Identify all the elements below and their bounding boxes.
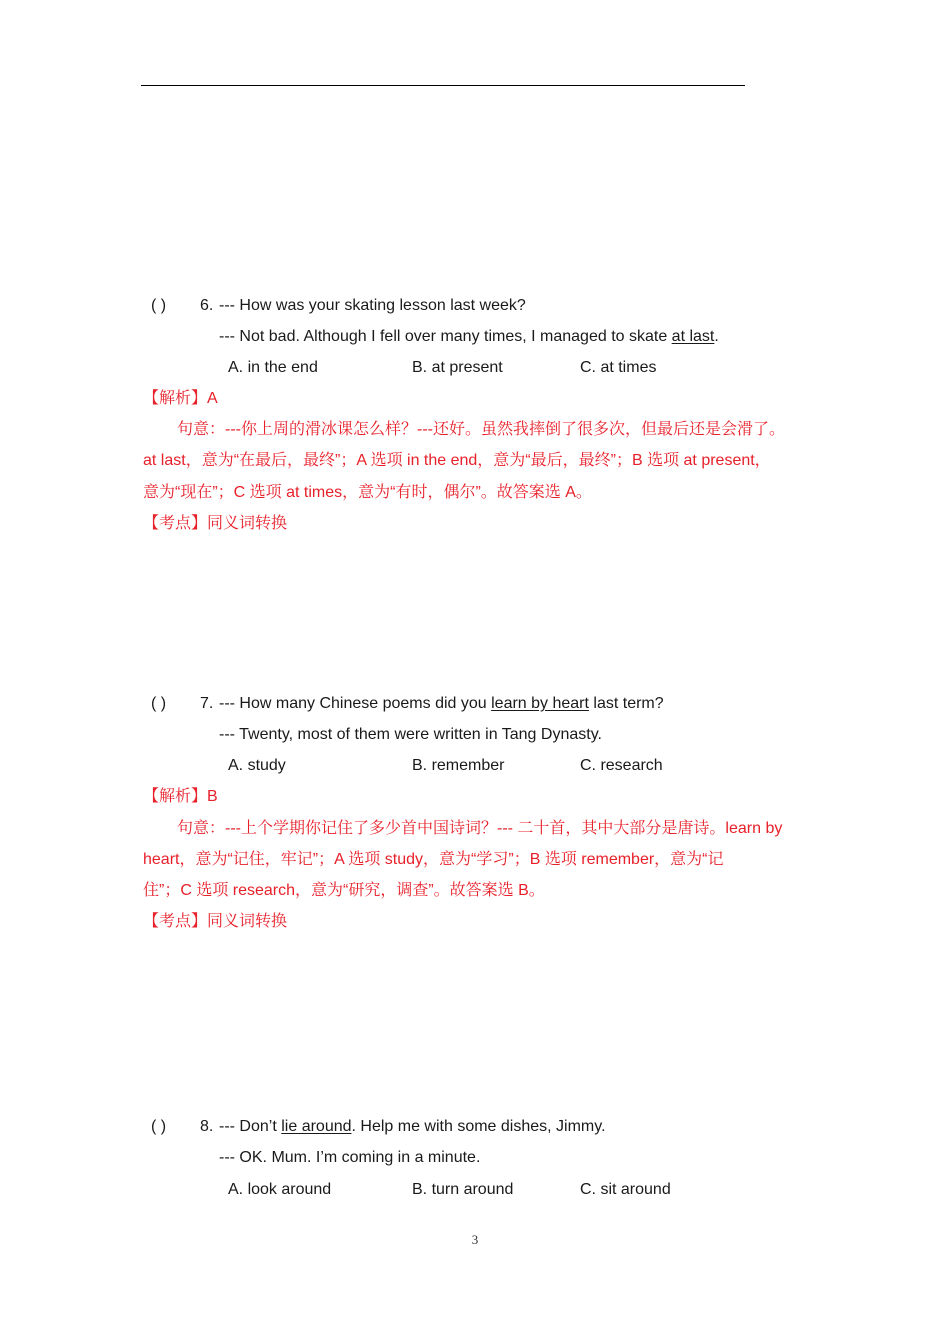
- q7-analysis-label: 【解析】B: [143, 788, 218, 805]
- q7-analysis-line-1: 句意：---上个学期你记住了多少首中国诗词？--- 二十首，其中大部分是唐诗。learn by: [177, 820, 783, 837]
- q6-point: 【考点】同义词转换: [143, 515, 288, 532]
- q6-answer-text: --- Not bad. Although I fell over many times, I managed to skate: [219, 328, 672, 345]
- q6-analysis-line-2: at last，意为“在最后，最终”；A 选项 in the end，意为“最后，最终”；B 选项 at present，: [143, 452, 771, 469]
- q7-question-text: --- How many Chinese poems did you: [219, 695, 492, 712]
- q6-answer-line: [219, 327, 719, 347]
- q6-option-a: A. in the end: [228, 359, 318, 376]
- q8-answer-text: --- OK. Mum. I’m coming in a minute.: [219, 1149, 481, 1166]
- q7-paren: ( ): [151, 695, 167, 712]
- q7-question-line: [219, 694, 664, 714]
- q7-number: 7.: [200, 695, 214, 712]
- q7-question-end: last term?: [588, 695, 664, 712]
- page-number: 3: [471, 1232, 479, 1247]
- q8-question-end: . Help me with some dishes, Jimmy.: [351, 1118, 606, 1135]
- q7-analysis-line-2: heart，意为“记住，牢记”；A 选项 study，意为“学习”；B 选项 remember，意为“记: [143, 851, 724, 868]
- header-rule: [141, 85, 745, 86]
- q8-option-c: C. sit around: [580, 1181, 671, 1198]
- q8-number: 8.: [200, 1118, 214, 1135]
- q6-option-b: B. at present: [412, 359, 503, 376]
- q8-underlined-phrase: lie around: [281, 1118, 352, 1135]
- q8-answer-line: [219, 1148, 480, 1168]
- q7-answer-text: --- Twenty, most of them were written in Tang Dynasty.: [219, 726, 602, 743]
- q7-option-a: A. study: [228, 757, 286, 774]
- q7-point: 【考点】同义词转换: [143, 913, 288, 930]
- q6-analysis-line-1: 句意：---你上周的滑冰课怎么样？---还好。虽然我摔倒了很多次，但最后还是会滑了。: [177, 421, 785, 438]
- q7-option-c: C. research: [580, 757, 663, 774]
- q8-option-b: B. turn around: [412, 1181, 514, 1198]
- q6-option-c: C. at times: [580, 359, 657, 376]
- q6-question-line: [219, 296, 526, 316]
- q6-analysis-label: 【解析】A: [143, 390, 218, 407]
- q6-paren: ( ): [151, 297, 167, 314]
- q6-answer-end: .: [714, 328, 719, 345]
- q8-question-text: --- Don’t: [219, 1118, 282, 1135]
- q8-question-line: [219, 1117, 606, 1137]
- q7-option-b: B. remember: [412, 757, 505, 774]
- q6-analysis-line-3: 意为“现在”；C 选项 at times，意为“有时，偶尔”。故答案选 A。: [143, 484, 592, 501]
- q8-paren: ( ): [151, 1118, 167, 1135]
- q7-answer-line: [219, 725, 602, 745]
- q8-option-a: A. look around: [228, 1181, 332, 1198]
- q7-analysis-line-3: 住”；C 选项 research，意为“研究，调查”。故答案选 B。: [143, 882, 545, 899]
- q6-underlined-phrase: at last: [671, 328, 715, 345]
- q6-number: 6.: [200, 297, 214, 314]
- q7-underlined-phrase: learn by heart: [491, 695, 589, 712]
- q6-question-text: --- How was your skating lesson last week?: [219, 297, 526, 314]
